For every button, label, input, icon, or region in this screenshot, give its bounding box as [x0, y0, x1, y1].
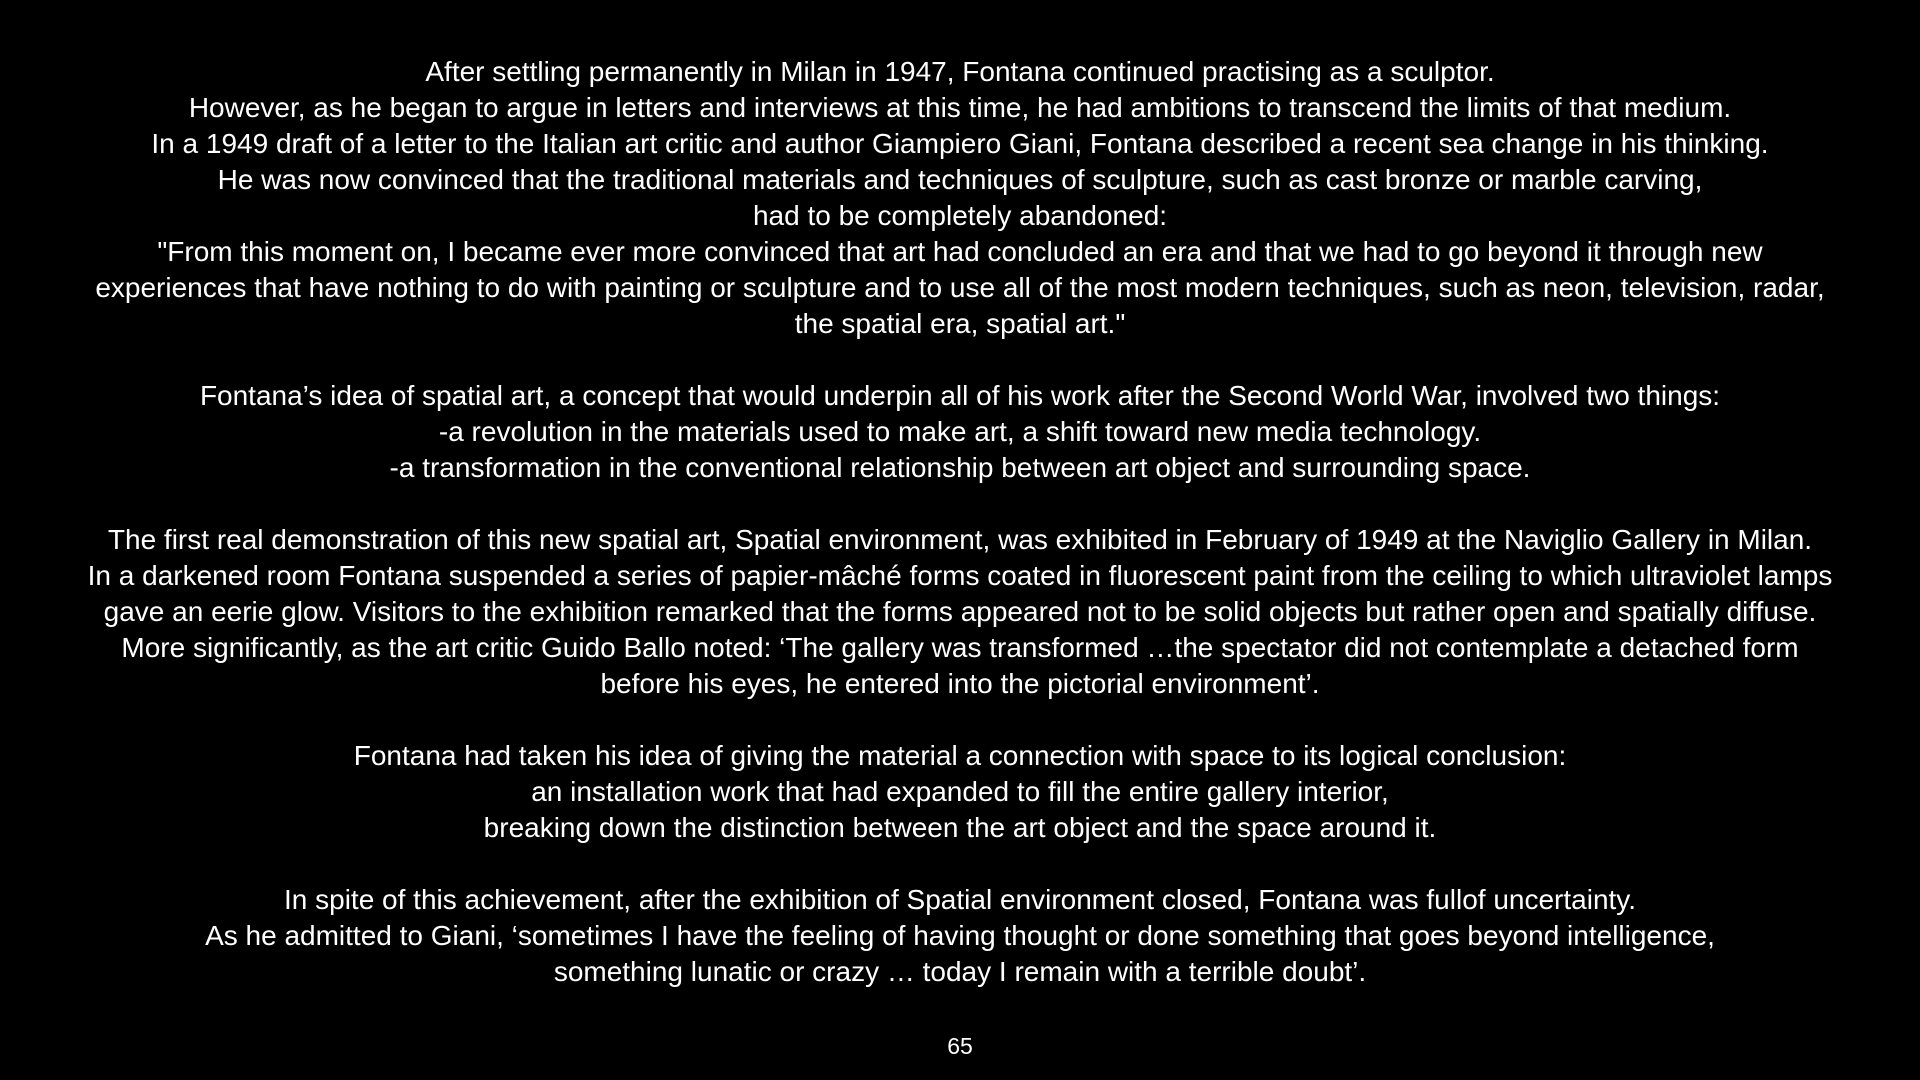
- paragraph-spatial-environment: [0, 522, 1920, 702]
- paragraph-fontana-milan: [0, 54, 1920, 342]
- text-line: breaking down the distinction between the art object and the space around it.: [483, 812, 1437, 843]
- text-line: gave an eerie glow. Visitors to the exhibition remarked that the forms appeared not to be solid objects but rather open and spatially diffuse.: [103, 596, 1817, 627]
- page-number: 65: [947, 1033, 973, 1059]
- paragraph-uncertainty: [0, 882, 1920, 990]
- quote-line: experiences that have nothing to do with painting or sculpture and to use all of the most modern techniques, such as neon, television, radar,: [95, 272, 1825, 303]
- text-line: had to be completely abandoned:: [752, 200, 1168, 231]
- text-line: In a darkened room Fontana suspended a series of papier-mâché forms coated in fluorescent paint from the ceiling to which ultraviolet lamps: [87, 560, 1833, 591]
- text-line: Fontana had taken his idea of giving the material a connection with space to its logical conclusion:: [353, 740, 1567, 771]
- quote-line: "From this moment on, I became ever more convinced that art had concluded an era and that we had to go beyond it through new: [157, 236, 1763, 267]
- text-line: an installation work that had expanded to fill the entire gallery interior,: [531, 776, 1389, 807]
- text-line: something lunatic or crazy … today I remain with a terrible doubt’.: [553, 956, 1367, 987]
- paragraph-spatial-art-idea: [0, 378, 1920, 486]
- text-line: More significantly, as the art critic Guido Ballo noted: ‘The gallery was transformed …the spectator did not contemplate a detached form: [121, 632, 1799, 663]
- text-line: After settling permanently in Milan in 1947, Fontana continued practising as a sculptor.: [425, 56, 1495, 87]
- paragraph-logical-conclusion: [0, 738, 1920, 846]
- list-line: -a transformation in the conventional relationship between art object and surrounding space.: [389, 452, 1531, 483]
- slide-body: [0, 54, 1920, 990]
- list-line: -a revolution in the materials used to make art, a shift toward new media technology.: [438, 416, 1482, 447]
- text-line: As he admitted to Giani, ‘sometimes I have the feeling of having thought or done something that goes beyond intelligence,: [205, 920, 1715, 951]
- text-line: Fontana’s idea of spatial art, a concept that would underpin all of his work after the Second World War, involved two things:: [199, 380, 1721, 411]
- text-line: The first real demonstration of this new spatial art, Spatial environment, was exhibited in February of 1949 at the Naviglio Gallery in Milan.: [107, 524, 1813, 555]
- text-line: He was now convinced that the traditional materials and techniques of sculpture, such as cast bronze or marble carving,: [217, 164, 1703, 195]
- text-line: In a 1949 draft of a letter to the Italian art critic and author Giampiero Giani, Fontana described a recent sea change in his thinking.: [151, 128, 1769, 159]
- quote-line: the spatial era, spatial art.": [794, 308, 1126, 339]
- text-line: However, as he began to argue in letters and interviews at this time, he had ambitions to transcend the limits of that medium.: [188, 92, 1732, 123]
- text-line: before his eyes, he entered into the pictorial environment’.: [600, 668, 1320, 699]
- text-line: In spite of this achievement, after the exhibition of Spatial environment closed, Fontana was fullof uncertainty.: [283, 884, 1636, 915]
